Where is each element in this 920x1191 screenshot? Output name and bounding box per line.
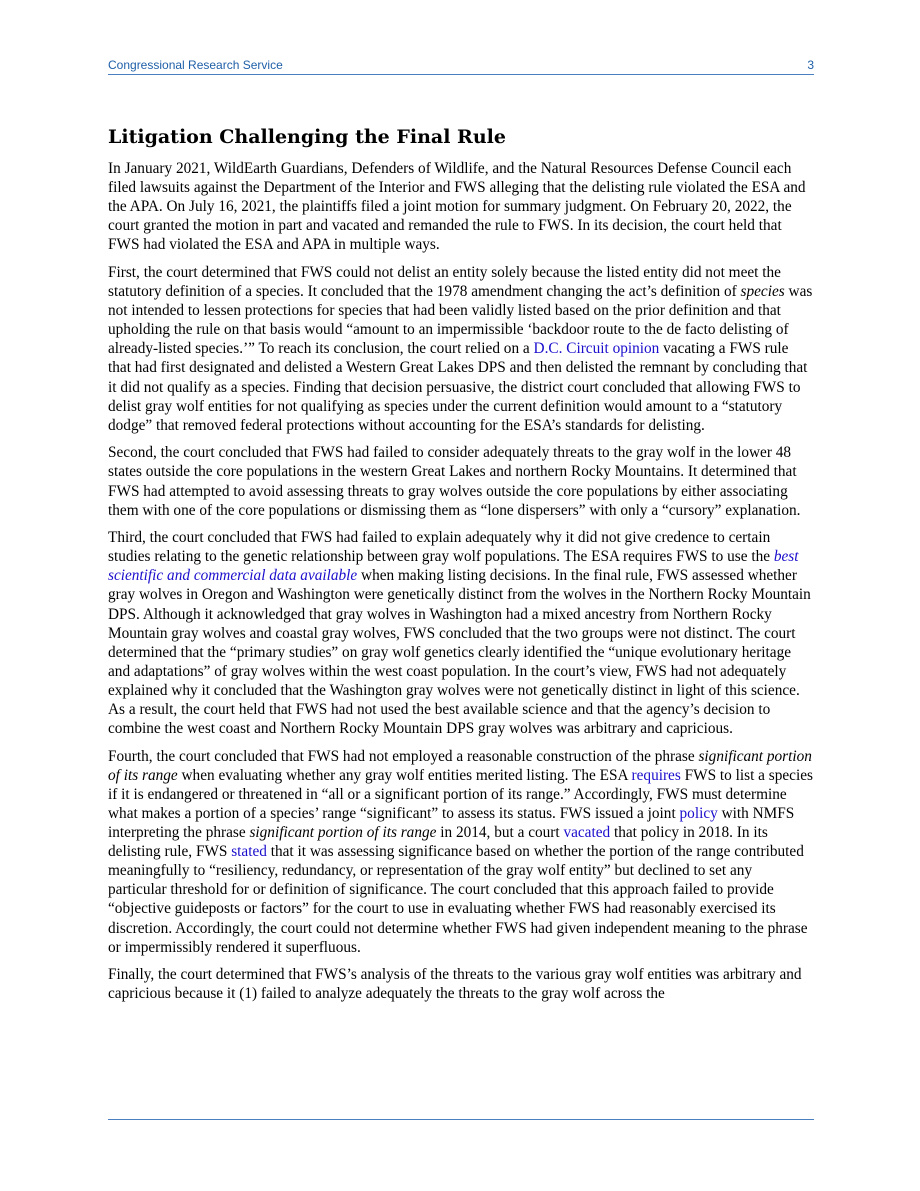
section-heading: Litigation Challenging the Final Rule (108, 126, 506, 148)
header-source-label: Congressional Research Service (108, 58, 283, 72)
emphasis-best-data: best scientific and commercial data available (108, 548, 799, 585)
dc-circuit-opinion-link[interactable]: D.C. Circuit opinion (533, 340, 660, 358)
paragraph-final-holding: Finally, the court determined that FWS’s analysis of the threats to the various gray wolf entities was arbitrary and capricious because it (1) failed to analyze adequately the threats to the gray wolf across the (108, 966, 802, 1003)
text-segment: First, the court determined that FWS could not delist an entity solely because the listed entity did not meet the statutory definition of a species. It concluded that the 1978 amendment changing the act’s definition of (108, 263, 781, 301)
text-segment: was not intended to lessen protections for species that had been validly listed based on the prior definition and that upholding the rule on that basis would “amount to an impermissible ‘backdoor route to the de facto delisting of already-listed species.’” To reach its conclusion, the court relied on a (108, 283, 813, 358)
requires-link[interactable]: requires (631, 766, 681, 784)
page-header (108, 56, 814, 75)
paragraph-fourth-holding (108, 747, 814, 957)
text-segment: Fourth, the court concluded that FWS had not employed a reasonable construction of the phrase (108, 747, 699, 765)
page-number: 3 (807, 58, 814, 72)
document-body (108, 125, 814, 1012)
paragraph-third-holding (108, 528, 814, 738)
paragraph-first-holding (108, 263, 814, 435)
paragraph-lawsuits-filed: In January 2021, WildEarth Guardians, Defenders of Wildlife, and the Natural Resources Defense Council each filed lawsuits against the Department of the Interior and FWS alleging that the delisting rule violated the ESA and the APA. On July 16, 2021, the plaintiffs filed a joint motion for summary judgment. On February 20, 2022, the court granted the motion in part and vacated and remanded the rule to FWS. In its decision, the court held that FWS had violated the ESA and APA in multiple ways. (108, 160, 806, 254)
text-segment: with NMFS interpreting the phrase (108, 805, 795, 842)
text-segment: when evaluating whether any gray wolf entities merited listing. The ESA (177, 766, 632, 784)
paragraph-second-holding: Second, the court concluded that FWS had failed to consider adequately threats to the gray wolf in the lower 48 states outside the core populations in the western Great Lakes and northern Rocky Mountains. It determined that FWS had attempted to avoid assessing threats to gray wolves outside the core populations by either associating them with one of the core populations or dismissing them as “lone dispersers” with only a “cursory” explanation. (108, 444, 801, 519)
text-segment: that it was assessing significance based on whether the portion of the range contributed meaningfully to “resiliency, redundancy, or representation of the gray wolf entity” but declined to set any particular threshold for or definition of significance. The court concluded that this approach failed to provide “objective guideposts or factors” for the court to use in evaluating whether FWS had reasonably exercised its discretion. Accordingly, the court could not determine whether FWS had given independent meaning to the phrase or impermissibly rendered it superfluous. (108, 843, 808, 956)
text-segment: in 2014, but a court (436, 824, 564, 842)
text-segment: when making listing decisions. In the final rule, FWS assessed whether gray wolves in Oregon and Washington were genetically distinct from the wolves in the Northern Rocky Mountain DPS. Although it acknowledged that gray wolves in Washington had a mixed ancestry from Northern Rocky Mountain gray wolves and coastal gray wolves, FWS concluded that the two groups were not distinct. The court determined that the “primary studies” on gray wolf genetics clearly identified the “unique evolutionary heritage and adaptations” of gray wolves within the west coast population. In the court’s view, FWS had not adequately explained why it concluded that the Washington gray wolves were not genetically distinct in light of this science. As a result, the court held that FWS had not used the best available science and that the agency’s decision to combine the west coast and Northern Rocky Mountain DPS gray wolves was arbitrary and capricious. (108, 567, 811, 738)
emphasis-species: species (740, 283, 785, 301)
policy-link[interactable]: policy (679, 805, 718, 822)
emphasis-significant-portion: significant portion of its range (249, 824, 437, 842)
text-segment: Third, the court concluded that FWS had failed to explain adequately why it did not give credence to certain studies relating to the genetic relationship between gray wolf populations. The ESA requires FWS to use the (108, 529, 774, 566)
text-segment: vacating a FWS rule that had first designated and delisted a Western Great Lakes DPS and then delisted the remnant by concluding that it did not qualify as a species. Finding that decision persuasive, the district court concluded that allowing FWS to delist gray wolf entities for not qualifying as species under the current definition would amount to a “statutory dodge” that removed federal protections without accounting for the ESA’s standards for delisting. (108, 340, 808, 434)
emphasis-significant-portion: significant portion of its range (108, 747, 812, 784)
stated-link[interactable]: stated (231, 843, 267, 861)
vacated-link[interactable]: vacated (563, 824, 611, 842)
text-segment: that policy in 2018. In its delisting rule, FWS (108, 824, 768, 861)
footer-rule (108, 1119, 814, 1120)
text-segment: FWS to list a species if it is endangered or threatened in “all or a significant portion of its range.” Accordingly, FWS must determine what makes a portion of a species’ range “significant” to assess its status. FWS issued a joint (108, 766, 813, 822)
